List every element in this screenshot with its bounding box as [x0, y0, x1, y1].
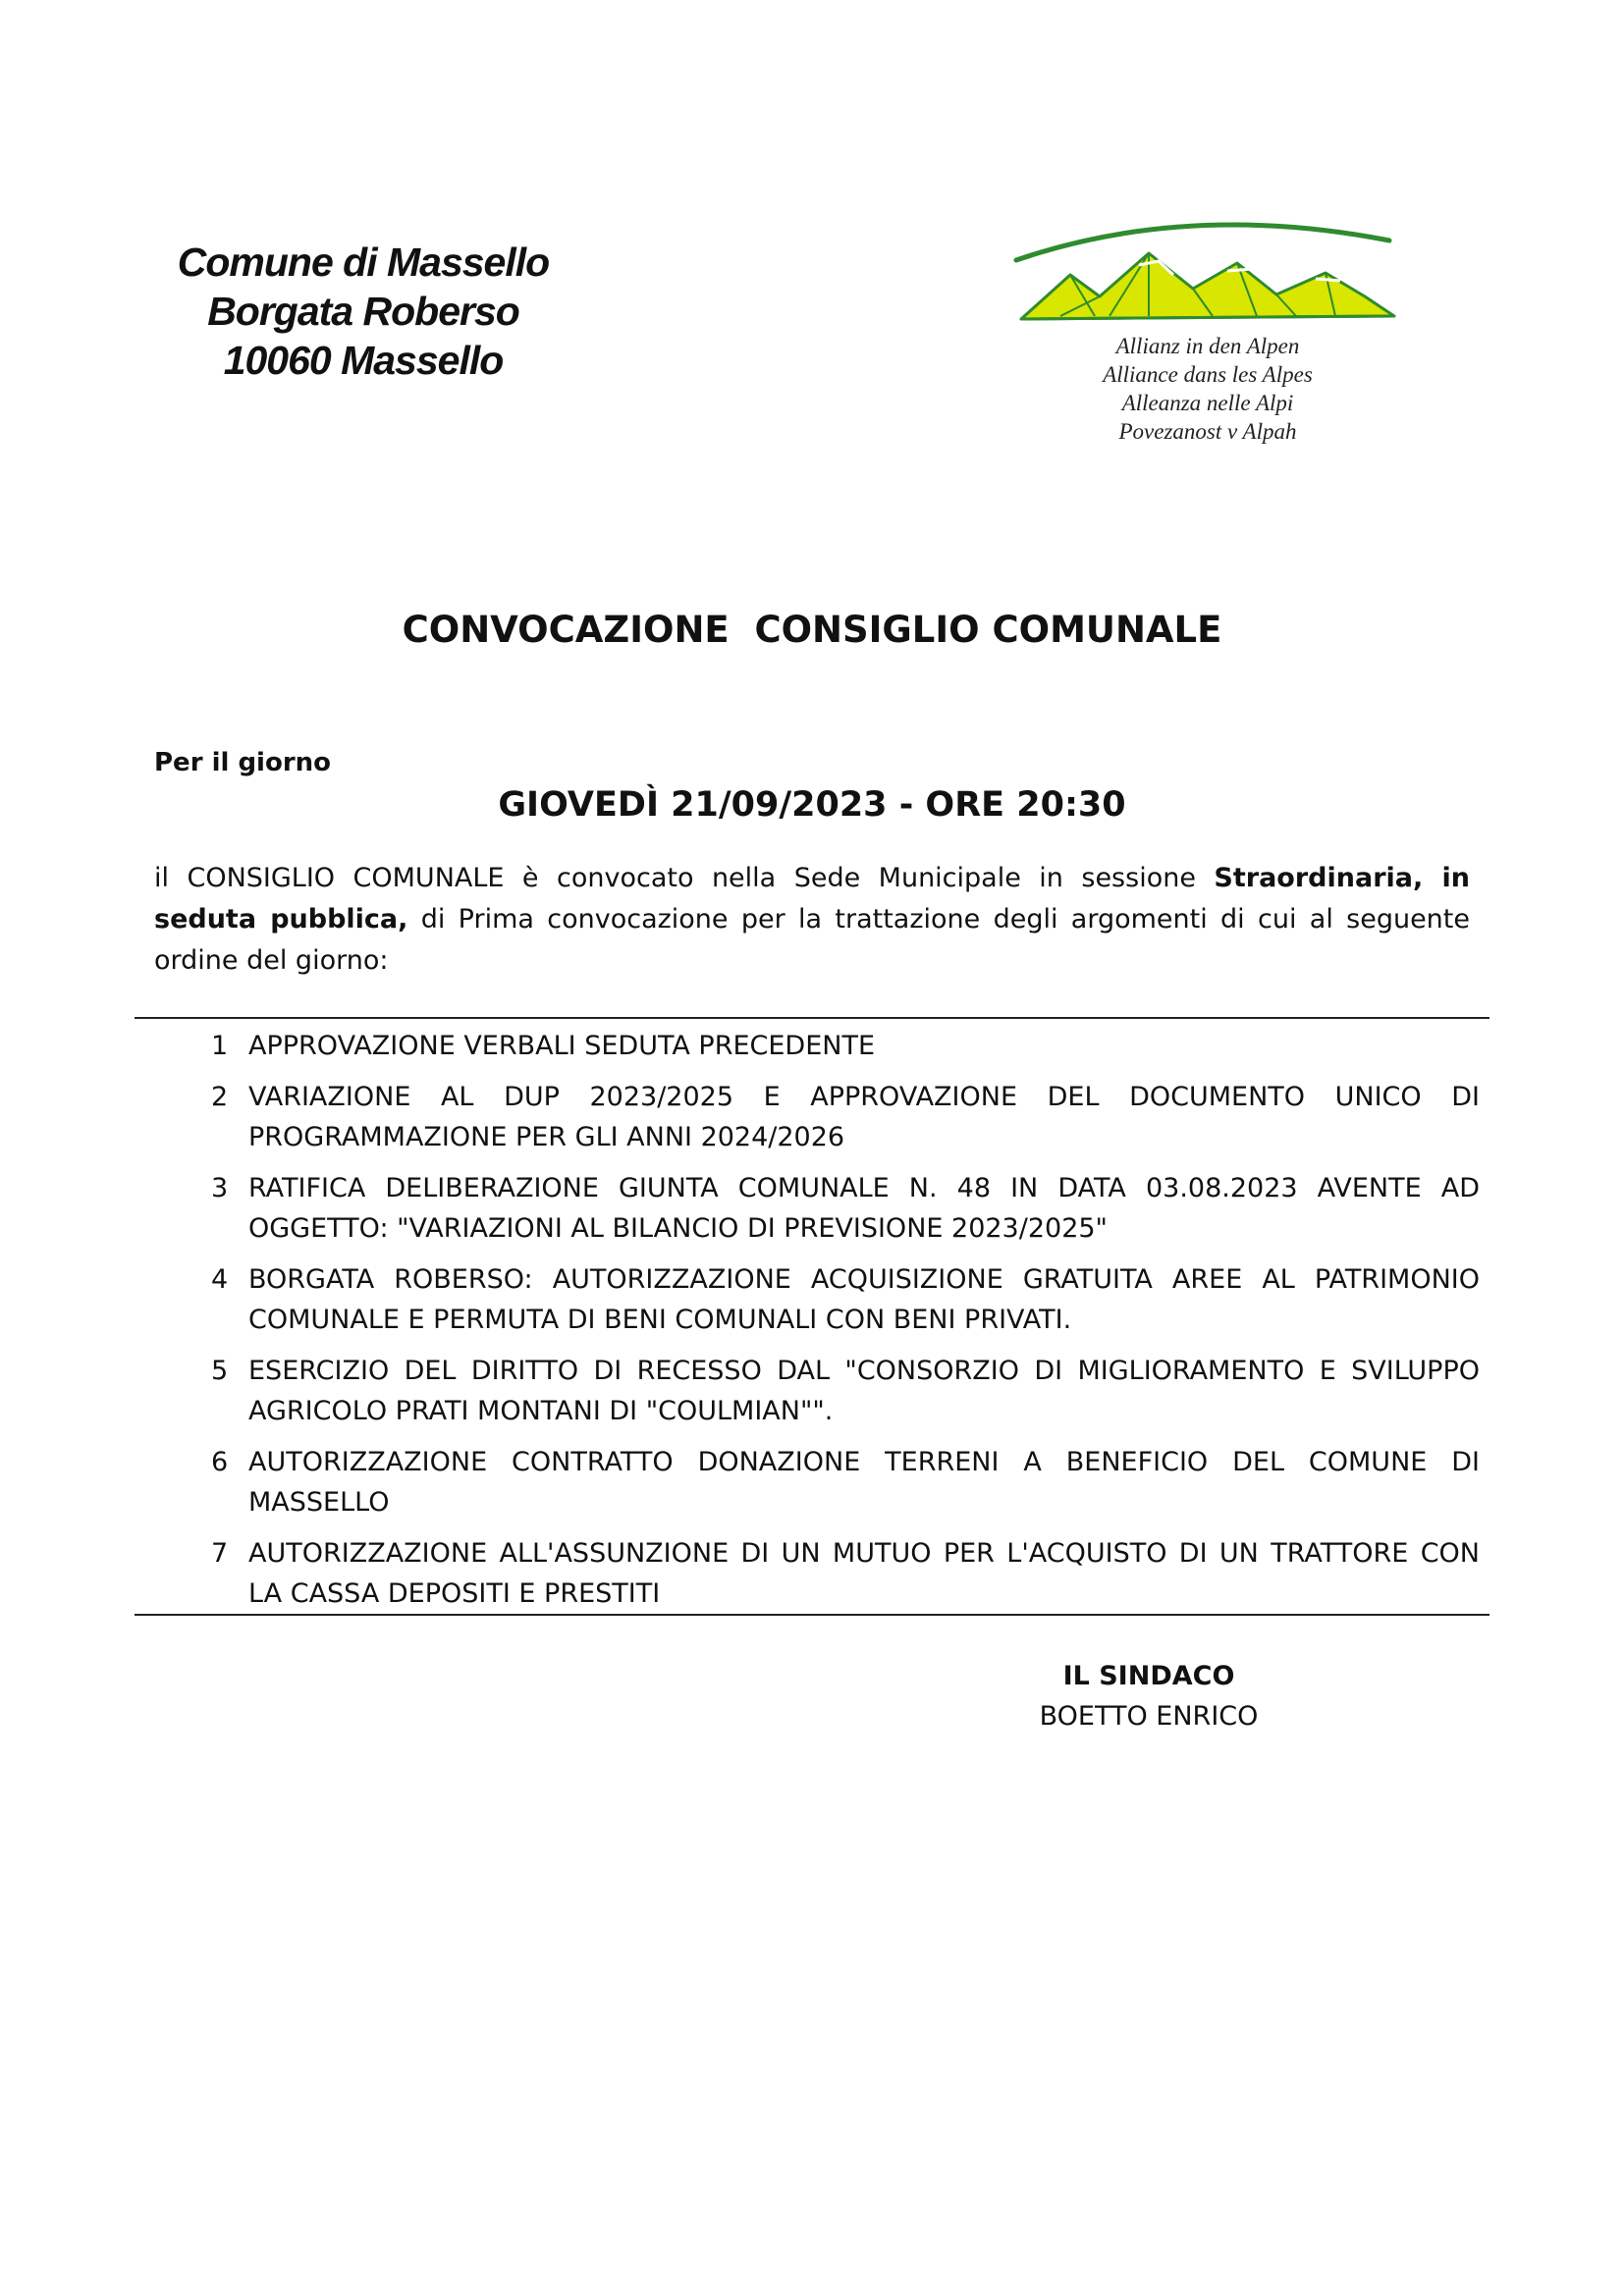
agenda-top-rule [135, 1017, 1489, 1019]
intro-paragraph [154, 858, 1470, 982]
agenda-item [135, 1442, 1480, 1522]
agenda-item-number: 3 [211, 1173, 229, 1203]
agenda-item [135, 1259, 1480, 1340]
logo-line-sl: Povezanost v Alpah [1118, 419, 1297, 444]
document-title: CONVOCAZIONE CONSIGLIO COMUNALE [402, 609, 1222, 651]
address-line-1: Comune di Massello [177, 240, 550, 285]
address-line-3: 10060 Massello [223, 338, 504, 383]
agenda-item-number: 1 [211, 1031, 229, 1061]
agenda-item-text: APPROVAZIONE VERBALI SEDUTA PRECEDENTE [248, 1031, 876, 1061]
agenda-item-text: AUTORIZZAZIONE ALL'ASSUNZIONE DI UN MUTUO PER L'ACQUISTO DI UN TRATTORE CON LA CASSA DEPOSITI E PRESTITI [248, 1538, 1480, 1609]
agenda-item [135, 1533, 1480, 1614]
municipality-address [157, 238, 569, 385]
signature-role: IL SINDACO [1062, 1661, 1235, 1691]
agenda-item-number: 5 [211, 1356, 229, 1386]
intro-text-1: il CONSIGLIO COMUNALE è convocato nella Sede Municipale in sessione [154, 863, 1215, 893]
agenda-item-text: BORGATA ROBERSO: AUTORIZZAZIONE ACQUISIZIONE GRATUITA AREE AL PATRIMONIO COMUNALE E PERMUTA DI BENI COMUNALI CON BENI PRIVATI. [248, 1264, 1480, 1335]
meeting-datetime: GIOVEDÌ 21/09/2023 - ORE 20:30 [498, 785, 1126, 825]
intro-text-bold: Straordinaria, in seduta pubblica, [154, 863, 1471, 934]
logo-text [1001, 332, 1414, 446]
agenda-item [135, 1026, 1480, 1066]
agenda-item [135, 1168, 1480, 1249]
agenda-item-text: VARIAZIONE AL DUP 2023/2025 E APPROVAZIONE DEL DOCUMENTO UNICO DI PROGRAMMAZIONE PER GLI ANNI 2024/2026 [248, 1082, 1480, 1152]
agenda-bottom-rule [135, 1614, 1489, 1616]
signature-name: BOETTO ENRICO [1039, 1701, 1259, 1732]
agenda-item-text: RATIFICA DELIBERAZIONE GIUNTA COMUNALE N. 48 IN DATA 03.08.2023 AVENTE AD OGGETTO: "VARIAZIONI AL BILANCIO DI PREVISIONE 2023/2025" [248, 1173, 1480, 1244]
agenda-list [135, 1026, 1480, 1625]
alpine-alliance-logo [1001, 206, 1414, 452]
intro-text-2: di Prima convocazione per la trattazione degli argomenti di cui al seguente ordine del giorno: [154, 904, 1470, 976]
address-line-2: Borgata Roberso [207, 289, 519, 334]
agenda-item [135, 1351, 1480, 1431]
agenda-item-text: ESERCIZIO DEL DIRITTO DI RECESSO DAL "CONSORZIO DI MIGLIORAMENTO E SVILUPPO AGRICOLO PRATI MONTANI DI "COULMIAN"". [248, 1356, 1480, 1426]
logo-line-fr: Alliance dans les Alpes [1103, 362, 1313, 387]
agenda-item-number: 7 [211, 1538, 229, 1569]
agenda-item [135, 1077, 1480, 1157]
logo-line-it: Alleanza nelle Alpi [1121, 391, 1294, 415]
agenda-item-number: 4 [211, 1264, 229, 1295]
agenda-item-text: AUTORIZZAZIONE CONTRATTO DONAZIONE TERRENI A BENEFICIO DEL COMUNE DI MASSELLO [248, 1447, 1480, 1518]
logo-line-de: Allianz in den Alpen [1115, 334, 1300, 358]
mountains-logo-icon [1001, 206, 1414, 334]
agenda-item-number: 2 [211, 1082, 229, 1112]
signature-block [1021, 1656, 1276, 1736]
agenda-item-number: 6 [211, 1447, 229, 1477]
per-giorno-label: Per il giorno [154, 748, 332, 777]
